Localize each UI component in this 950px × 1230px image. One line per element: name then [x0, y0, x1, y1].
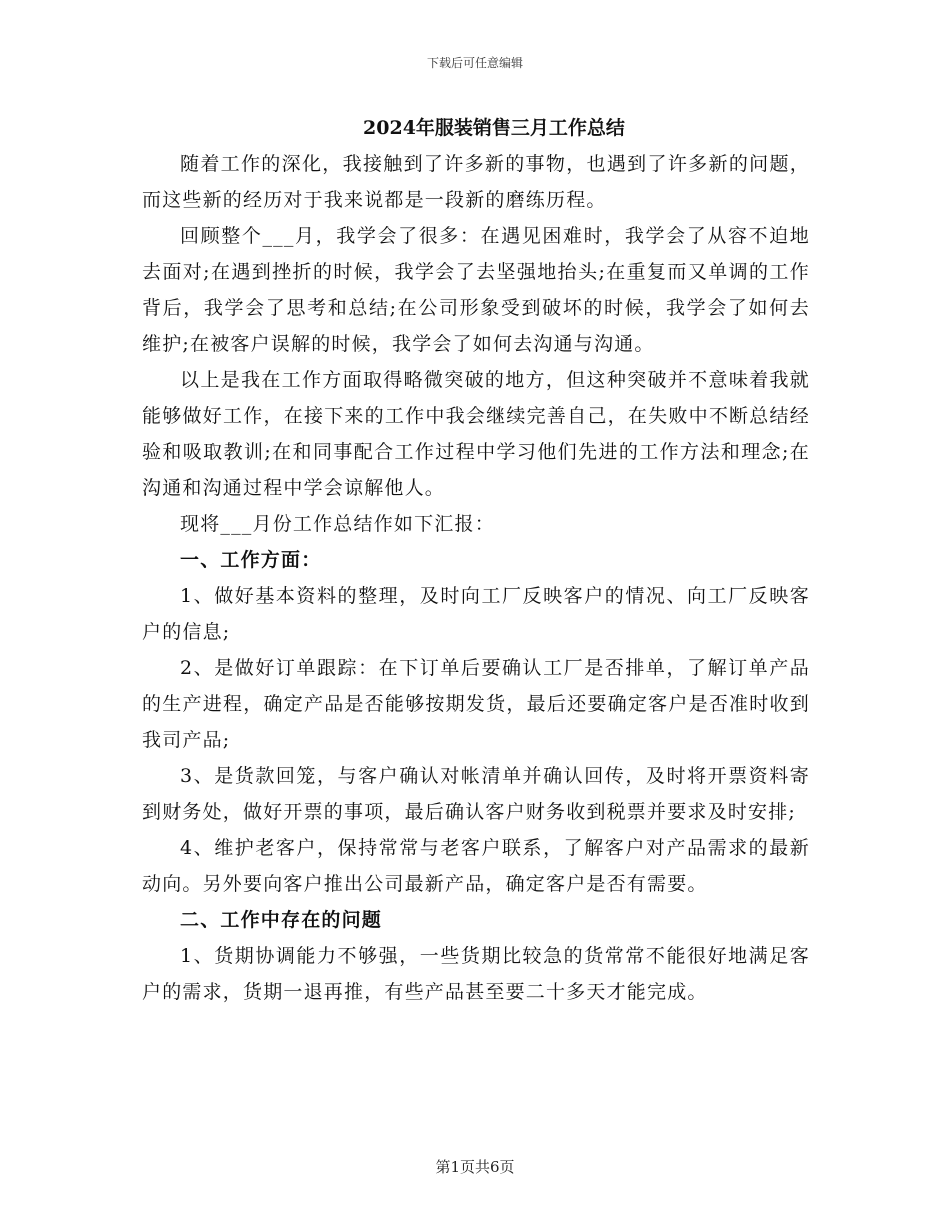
list-item-3: 3、是货款回笼，与客户确认对帐清单并确认回传，及时将开票资料寄到财务处，做好开票的事项，最后确认客户财务收到税票并要求及时安排;: [142, 765, 810, 823]
list-item-1: 1、做好基本资料的整理，及时向工厂反映客户的情况、向工厂反映客户的信息;: [142, 585, 810, 643]
page-footer-number: 第1页共6页: [435, 1158, 515, 1176]
list-item-4: 4、维护老客户，保持常常与老客户联系，了解客户对产品需求的最新动向。另外要向客户推出公司最新产品，确定客户是否有需要。: [142, 837, 810, 895]
page-header-note: 下载后可任意编辑: [426, 56, 523, 70]
document-title: 2024年服装销售三月工作总结: [363, 117, 625, 139]
document-body: [142, 110, 810, 1010]
paragraph-review: 回顾整个___月，我学会了很多：在遇见困难时，我学会了从容不迫地去面对;在遇到挫折的时候，我学会了去坚强地抬头;在重复而又单调的工作背后，我学会了思考和总结;在公司形象受到破坏的时候，我学会了如何去维护;在被客户误解的时候，我学会了如何去沟通与沟通。: [142, 225, 810, 355]
paragraph-intro: 随着工作的深化，我接触到了许多新的事物，也遇到了许多新的问题，而这些新的经历对于我来说都是一段新的磨练历程。: [142, 153, 810, 211]
section-heading-problems: 二、工作中存在的问题: [180, 909, 383, 931]
problem-item-1: 1、货期协调能力不够强，一些货期比较急的货常常不能很好地满足客户的需求，货期一退再推，有些产品甚至要二十多天才能完成。: [142, 945, 810, 1003]
paragraph-report-lead: 现将___月份工作总结作如下汇报：: [180, 513, 495, 535]
paragraph-breakthrough: 以上是我在工作方面取得略微突破的地方，但这种突破并不意味着我就能够做好工作，在接下来的工作中我会继续完善自己，在失败中不断总结经验和吸取教训;在和同事配合工作过程中学习他们先进的工作方法和理念;在沟通和沟通过程中学会谅解他人。: [142, 369, 810, 499]
section-heading-work: 一、工作方面：: [180, 549, 322, 571]
list-item-2: 2、是做好订单跟踪：在下订单后要确认工厂是否排单，了解订单产品的生产进程，确定产品是否能够按期发货，最后还要确定客户是否准时收到我司产品;: [142, 657, 810, 751]
